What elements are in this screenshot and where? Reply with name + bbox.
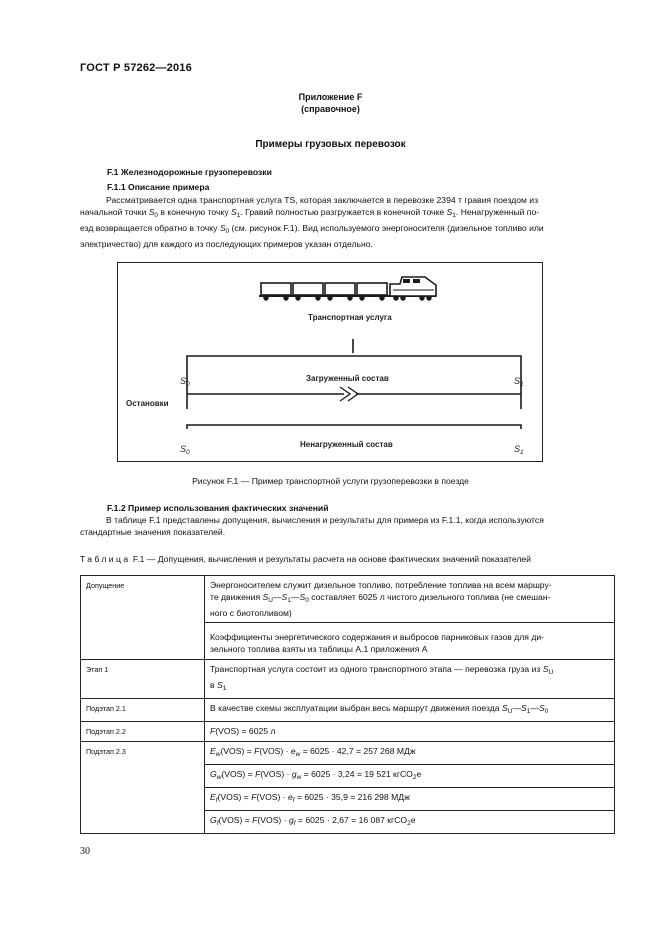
table-row xyxy=(81,699,615,722)
label-unloaded-train: Ненагруженный состав xyxy=(300,440,393,449)
document-header: ГОСТ Р 57262—2016 xyxy=(80,62,192,74)
formula-ghg-wtw: $G_w(VOS) = F(VOS) \cdot g_w = 6025 \cdot 3,24 = 19$ 521 кгCO$_2$e xyxy=(205,765,615,788)
formula-ghg-ttw: $G_f(VOS) = F(VOS) \cdot g_f = 6025 \cdot 2,67 = 16$ 087 кгCO$_2$e xyxy=(205,811,615,834)
table-row xyxy=(81,660,615,699)
figure-f1 xyxy=(117,262,543,462)
assumptions-table xyxy=(80,575,615,834)
label-s1-bottom: $S_1$ xyxy=(514,444,524,456)
substage21-cell: В качестве схемы эксплуатации выбран весь маршрут движения поезда $S_U—S_1—S_0$ xyxy=(205,699,615,722)
section-f1-title: F.1 Железнодорожные грузоперевозки xyxy=(107,167,272,177)
figure-caption: Рисунок F.1 — Пример транспортной услуги грузоперевозки в поезде xyxy=(192,476,469,486)
label-s0-top: $S_0$ xyxy=(180,376,190,388)
page-number: 30 xyxy=(80,846,90,857)
row-label-assumption: Допущение xyxy=(81,576,205,660)
label-s0-bottom: $S_0$ xyxy=(180,444,190,456)
table-caption: Таблица F.1 — Допущения, вычисления и результаты расчета на основе фактических значений показателей xyxy=(80,554,531,564)
formula-energy-wtw: $E_w(VOS) = F(VOS) \cdot e_w = 6025 \cdot 42,7 = 257$ 268 МДж xyxy=(205,742,615,765)
formula-energy-ttw: $E_f(VOS) = F(VOS) \cdot e_f = 6025 \cdot 35,9 = 216$ 298 МДж xyxy=(205,788,615,811)
row-label-substage23: Подэтап 2.3 xyxy=(81,742,205,834)
section-f12-text: В таблице F.1 представлены допущения, вычисления и результаты для примера из F.1.1, когда используются стандартные значения показателей. xyxy=(80,515,544,537)
section-f12-title: F.1.2 Пример использования фактических значений xyxy=(107,503,329,513)
table-row xyxy=(81,722,615,742)
row-label-substage22: Подэтап 2.2 xyxy=(81,722,205,742)
label-loaded-train: Загруженный состав xyxy=(306,374,389,383)
section-title: Примеры грузовых перевозок xyxy=(255,139,406,150)
train-diagram xyxy=(118,263,544,463)
substage22-cell: F(VOS) = 6025 л xyxy=(205,722,615,742)
row-label-substage21: Подэтап 2.1 xyxy=(81,699,205,722)
label-transport-service: Транспортная услуга xyxy=(308,313,392,322)
example-description: Рассматривается одна транспортная услуга TS, которая заключается в перевозке 2394 т гравия поездом из начальной точки $S_0$ в конечную точку $S_1$. Гравий полностью разгружается в конечной точке $S_1$. Ненагруженный по- езд возвращается обратно в точку $S_0$ (см. рисунок F.1). Вид используемого энергоносителя (дизельное топливо или электричество) для каждого из последующих примеров указан отдельно. xyxy=(80,195,544,249)
stage1-cell: Транспортная услуга состоит из одного транспортного этапа — перевозка груза из $S_U$ в $S_1$ xyxy=(205,660,615,699)
appendix-subtitle: (справочное) xyxy=(301,104,360,114)
label-s1-top: $S_1$ xyxy=(514,376,524,388)
appendix-title: Приложение F xyxy=(298,92,363,102)
assumption-factors-cell: Коэффициенты энергетического содержания и выбросов парниковых газов для ди- зельного топлива взяты из таблицы А.1 приложения А xyxy=(205,623,615,660)
label-stops: Остановки xyxy=(126,399,169,408)
assumption-fuel-cell: Энергоносителем служит дизельное топливо, потребление топлива на всем маршру- те движения $S_U—S_1—S_0$ составляет 6025 л чистого дизельного топлива (не смешан- ного с биотопливом) xyxy=(205,576,615,623)
row-label-stage1: Этап 1 xyxy=(81,660,205,699)
train-icon xyxy=(259,277,436,300)
table-row xyxy=(81,742,615,765)
table-row xyxy=(81,576,615,623)
section-f11-title: F.1.1 Описание примера xyxy=(107,182,210,192)
